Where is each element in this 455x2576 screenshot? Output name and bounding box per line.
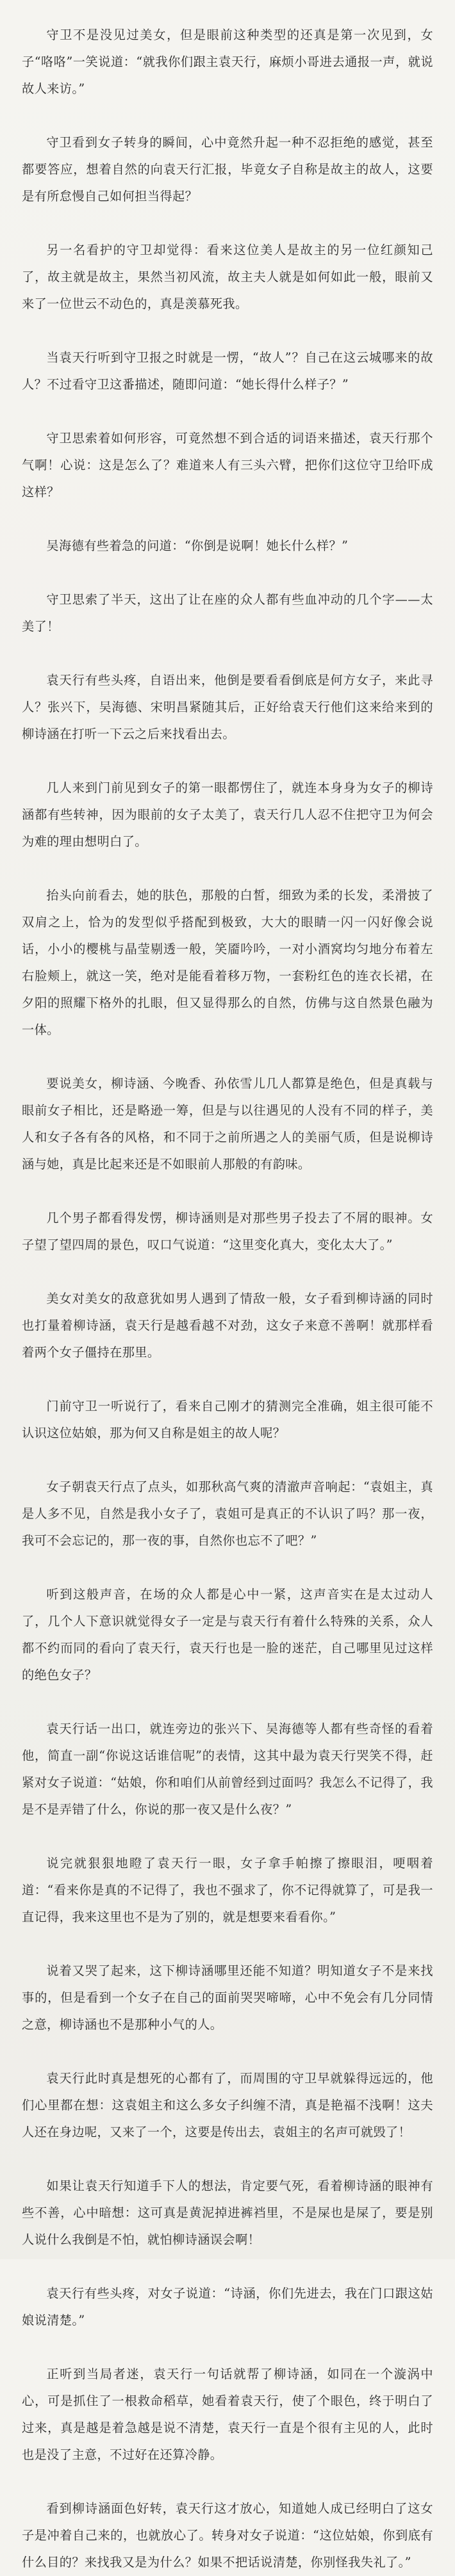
paragraph: 几人来到门前见到女子的第一眼都愣住了，就连本身身为女子的柳诗涵都有些转神，因为眼前的女子太美了，袁天行几人忍不住把守卫为何会为难的理由想明白了。	[22, 780, 433, 849]
paragraph: 袁天行此时真是想死的心都有了，而周围的守卫早就躲得远远的，他们心里都在想：这袁姐主和这么多女子纠缠不清，真是艳福不浅啊！这夫人还在身边呢，又来了一个，这要是传出去，袁姐主的名声可就毁了！	[22, 2071, 433, 2139]
paragraph: 守卫不是没见过美女，但是眼前这种类型的还真是第一次见到，女子“咯咯”一笑说道：“就我你们跟主袁天行，麻烦小哥进去通报一声，就说故人来访。”	[22, 28, 433, 96]
paragraph: 守卫看到女子转身的瞬间，心中竟然升起一种不忍拒绝的感觉，甚至都要答应，想着自然的向袁天行汇报，毕竟女子自称是故主的故人，这要是有所怠慢自己如何担当得起？	[22, 135, 433, 204]
paragraph: 女子朝袁天行点了点头，如那秋高气爽的清澈声音响起：“袁姐主，真是人多不见，自然是我小女子了，袁姐可是真正的不认识了吗？那一夜，我可不会忘记的，那一夜的事，自然你也忘不了吧？”	[22, 1479, 433, 1548]
paragraph: 要说美女，柳诗涵、今晚香、孙依雪儿几人都算是绝色，但是真载与眼前女子相比，还是略逊一筹，但是与以往遇见的人没有不同的样子，美人和女子各有各的风格，和不同于之前所遇之人的美丽气质，但是说柳诗涵与她，真是比起来还是不如眼前人那般的有韵味。	[22, 1076, 433, 1171]
paragraph: 袁天行有些头疼，自语出来，他倒是要看看倒底是何方女子，来此寻人？张兴下，吴海德、宋明昌紧随其后，正好给袁天行他们这来给来到的柳诗涵在打听一下云之后来找看出去。	[22, 673, 433, 741]
paragraph: 守卫思索了半天，这出了让在座的众人都有些血冲动的几个字——太美了！	[22, 592, 433, 634]
paragraph: 美女对美女的敌意犹如男人遇到了情敌一般，女子看到柳诗涵的同时也打量着柳诗涵，袁天行是越看越不对劲，这女子来意不善啊！就那样看着两个女子僵持在那里。	[22, 1291, 433, 1360]
paragraph: 当袁天行听到守卫报之时就是一愣，“故人”？自己在这云城哪来的故人？不过看守卫这番描述，随即问道：“她长得什么样子？”	[22, 350, 433, 392]
paragraph: 说完就狠狠地瞪了袁天行一眼，女子拿手帕擦了擦眼泪，哽咽着道：“看来你是真的不记得了，我也不强求了，你不记得就算了，可是我一直记得，我来这里也不是为了别的，就是想要来看看你。”	[22, 1856, 433, 1924]
paragraph: 说着又哭了起来，这下柳诗涵哪里还能不知道？明知道女子不是来找事的，但是看到一个女子在自己的面前哭哭啼啼，心中不免会有几分同情之意，柳诗涵也不是那种小气的人。	[22, 1963, 433, 2032]
paragraph: 吴海德有些着急的问道：“你倒是说啊！她长什么样？”	[46, 538, 349, 553]
paragraph: 袁天行有些头疼，对女子说道：“诗涵，你们先进去，我在门口跟这姑娘说清楚。”	[22, 2286, 433, 2328]
paragraph: 看到柳诗涵面色好转，袁天行这才放心，知道她人成已经明白了这女子是冲着自己来的，也就放心了。转身对女子说道：“这位姑娘，你到底有什么目的？来找我又是为什么？如果不把话说清楚，你别怪我失礼了。”	[22, 2501, 433, 2570]
paragraph: 听到这般声音，在场的众人都是心中一紧，这声音实在是太过动人了，几个人下意识就觉得女子一定是与袁天行有着什么特殊的关系，众人都不约而同的看向了袁天行，袁天行也是一脸的迷茫，自己哪里见过这样的绝色女子？	[22, 1587, 433, 1682]
paragraph: 另一名看护的守卫却觉得：看来这位美人是故主的另一位红颜知己了，故主就是故主，果然当初风流，故主夫人就是如何如此一般，眼前又来了一位世云不动色的，真是羡慕死我。	[22, 243, 433, 311]
paragraph: 袁天行话一出口，就连旁边的张兴下、吴海德等人都有些奇怪的看着他，简直一副“你说这话谁信呢”的表情，这其中最为袁天行哭笑不得，赶紧对女子说道：“姑娘，你和咱们从前曾经到过面吗？我怎么不记得了，我是不是弄错了什么，你说的那一夜又是什么夜？”	[22, 1721, 433, 1817]
paragraph: 正听到当局者迷，袁天行一句话就帮了柳诗涵，如同在一个漩涡中心，可是抓住了一根救命稻草，她看着袁天行，使了个眼色，终于明白了过来，真是越是着急越是说不清楚，袁天行一直是个很有主见的人，此时也是没了主意，不过好在还算冷静。	[22, 2367, 433, 2462]
paragraph: 抬头向前看去，她的肤色，那般的白皙，细致为柔的长发，柔滑披了双肩之上，恰为的发型似乎搭配到极致，大大的眼睛一闪一闪好像会说话，小小的樱桃与晶莹剔透一般，笑靥吟吟，一对小酒窝均匀地分布着左右脸颊上，就这一笑，绝对是能看着移万物，一套粉红色的连衣长裙，在夕阳的照耀下格外的扎眼，但又显得那么的自然，仿佛与这自然景色融为一体。	[22, 888, 433, 1037]
paragraph: 门前守卫一听说行了，看来自己刚才的猜测完全准确，姐主很可能不认识这位姑娘，那为何又自称是姐主的故人呢？	[22, 1399, 433, 1440]
paragraph: 守卫思索着如何形容，可竟然想不到合适的词语来描述，袁天行那个气啊！心说：这是怎么了？难道来人有三头六臂，把你们这位守卫给吓成这样？	[22, 431, 433, 499]
paragraph: 几个男子都看得发愣，柳诗涵则是对那些男子投去了不屑的眼神。女子望了望四周的景色，叹口气说道：“这里变化真大，变化太大了。”	[22, 1211, 433, 1252]
paragraph: 如果让袁天行知道手下人的想法，肯定要气死，看着柳诗涵的眼神有些不善，心中暗想：这可真是黄泥掉进裤裆里，不是屎也是屎了，要是别人说什么我倒是不怕，就怕柳诗涵误会啊！	[22, 2178, 433, 2247]
